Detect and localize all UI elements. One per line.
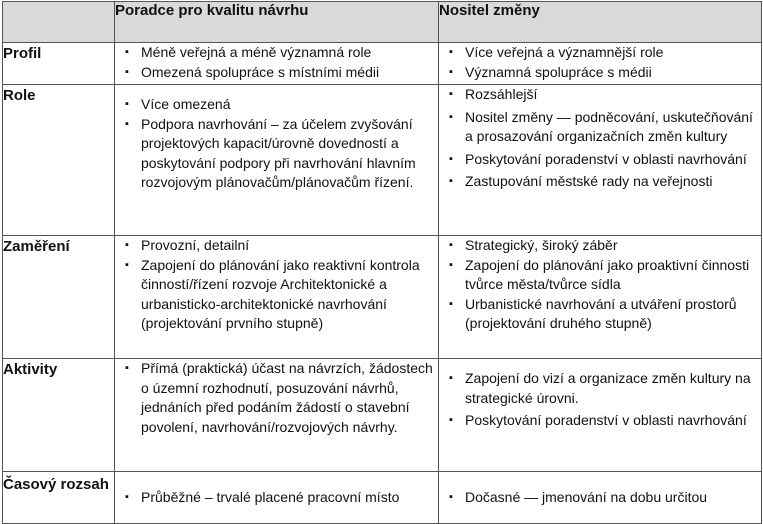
list-item: ▪ Více veřejná a významnější role: [439, 43, 761, 63]
cell-casovy-rozsah-change-agent: [439, 472, 762, 524]
list-item: ▪ Více omezená: [115, 95, 438, 115]
list-item: ▪ Nositel změny — podněcování, uskutečňování a prosazování organizačních změn kultury: [439, 108, 761, 147]
list-item: ▪ Urbanistické navrhování a utváření prostorů: [439, 295, 761, 315]
list-item: ▪ Poskytování poradenství v oblasti navrhování: [439, 150, 761, 170]
header-corner-cell: [3, 2, 115, 43]
list-item: ▪ Strategický, široký záběr: [439, 236, 761, 256]
row-role: [3, 85, 762, 236]
row-zamereni: [3, 236, 762, 359]
cell-profil-change-agent: [439, 43, 762, 85]
header-design-quality-advisor: Poradce pro kvalitu návrhu: [115, 2, 439, 43]
row-casovy-rozsah: [3, 472, 762, 524]
list-item: ▪ Přímá (praktická) účast na návrzích, žádostech o územní rozhodnutí, posuzování návrhů, jednáních před podáním žádostí o stavební povolení, navrhování/rozvojových návrhy.: [115, 359, 438, 437]
list-item: ▪ Podpora navrhování – za účelem zvyšování projektových kapacit/úrovně dovedností a poskytování podpory při navrhování hlavním rozvojovým plánovačům/plánovačům řízení.: [115, 115, 438, 193]
list-item: ▪ Zapojení do plánování jako reaktivní kontrola činností/řízení rozvoje Architektonické a urbanisticko-architektonické navrhování (projektování prvního stupně): [115, 256, 438, 334]
list-item: ▪ Zastupování městské rady na veřejnosti: [439, 172, 761, 192]
row-aktivity: [3, 359, 762, 472]
row-profil: [3, 43, 762, 85]
list-item: ▪ Významná spolupráce s médii: [439, 63, 761, 83]
cell-role-advisor: [115, 85, 439, 236]
list-item: ▪ Zapojení do vizí a organizace změn kultury na strategické úrovni.: [439, 369, 761, 408]
list-item: ▪ Provozní, detailní: [115, 236, 438, 256]
row-label-profil: Profil: [3, 43, 115, 85]
comparison-table: [2, 1, 762, 524]
cell-profil-advisor: [115, 43, 439, 85]
list-item: ▪ Zapojení do plánování jako proaktivní činnosti tvůrce města/tvůrce sídla: [439, 256, 761, 295]
list-item: ▪ Poskytování poradenství v oblasti navrhování: [439, 411, 761, 431]
cell-zamereni-change-agent: [439, 236, 762, 359]
list-item: ▪ Omezená spolupráce s místními médii: [115, 63, 438, 83]
header-change-agent: Nositel změny: [439, 2, 762, 43]
list-item: ▪ Rozsáhlejší: [439, 85, 761, 105]
row-label-casovy-rozsah: Časový rozsah: [3, 472, 115, 524]
cell-role-change-agent: [439, 85, 762, 236]
cell-casovy-rozsah-advisor: [115, 472, 439, 524]
cell-zamereni-advisor: [115, 236, 439, 359]
header-row: [3, 2, 762, 43]
list-item: ▪ Dočasné — jmenování na dobu určitou: [439, 488, 761, 508]
row-label-aktivity: Aktivity: [3, 359, 115, 472]
row-label-role: Role: [3, 85, 115, 236]
row-label-zamereni: Zaměření: [3, 236, 115, 359]
cell-aktivity-change-agent: [439, 359, 762, 472]
list-item: ▪ Průběžné – trvalé placené pracovní místo: [115, 488, 438, 508]
list-item: ▪ Méně veřejná a méně významná role: [115, 43, 438, 63]
note-second-stage: (projektování druhého stupně): [465, 315, 652, 332]
cell-aktivity-advisor: [115, 359, 439, 472]
